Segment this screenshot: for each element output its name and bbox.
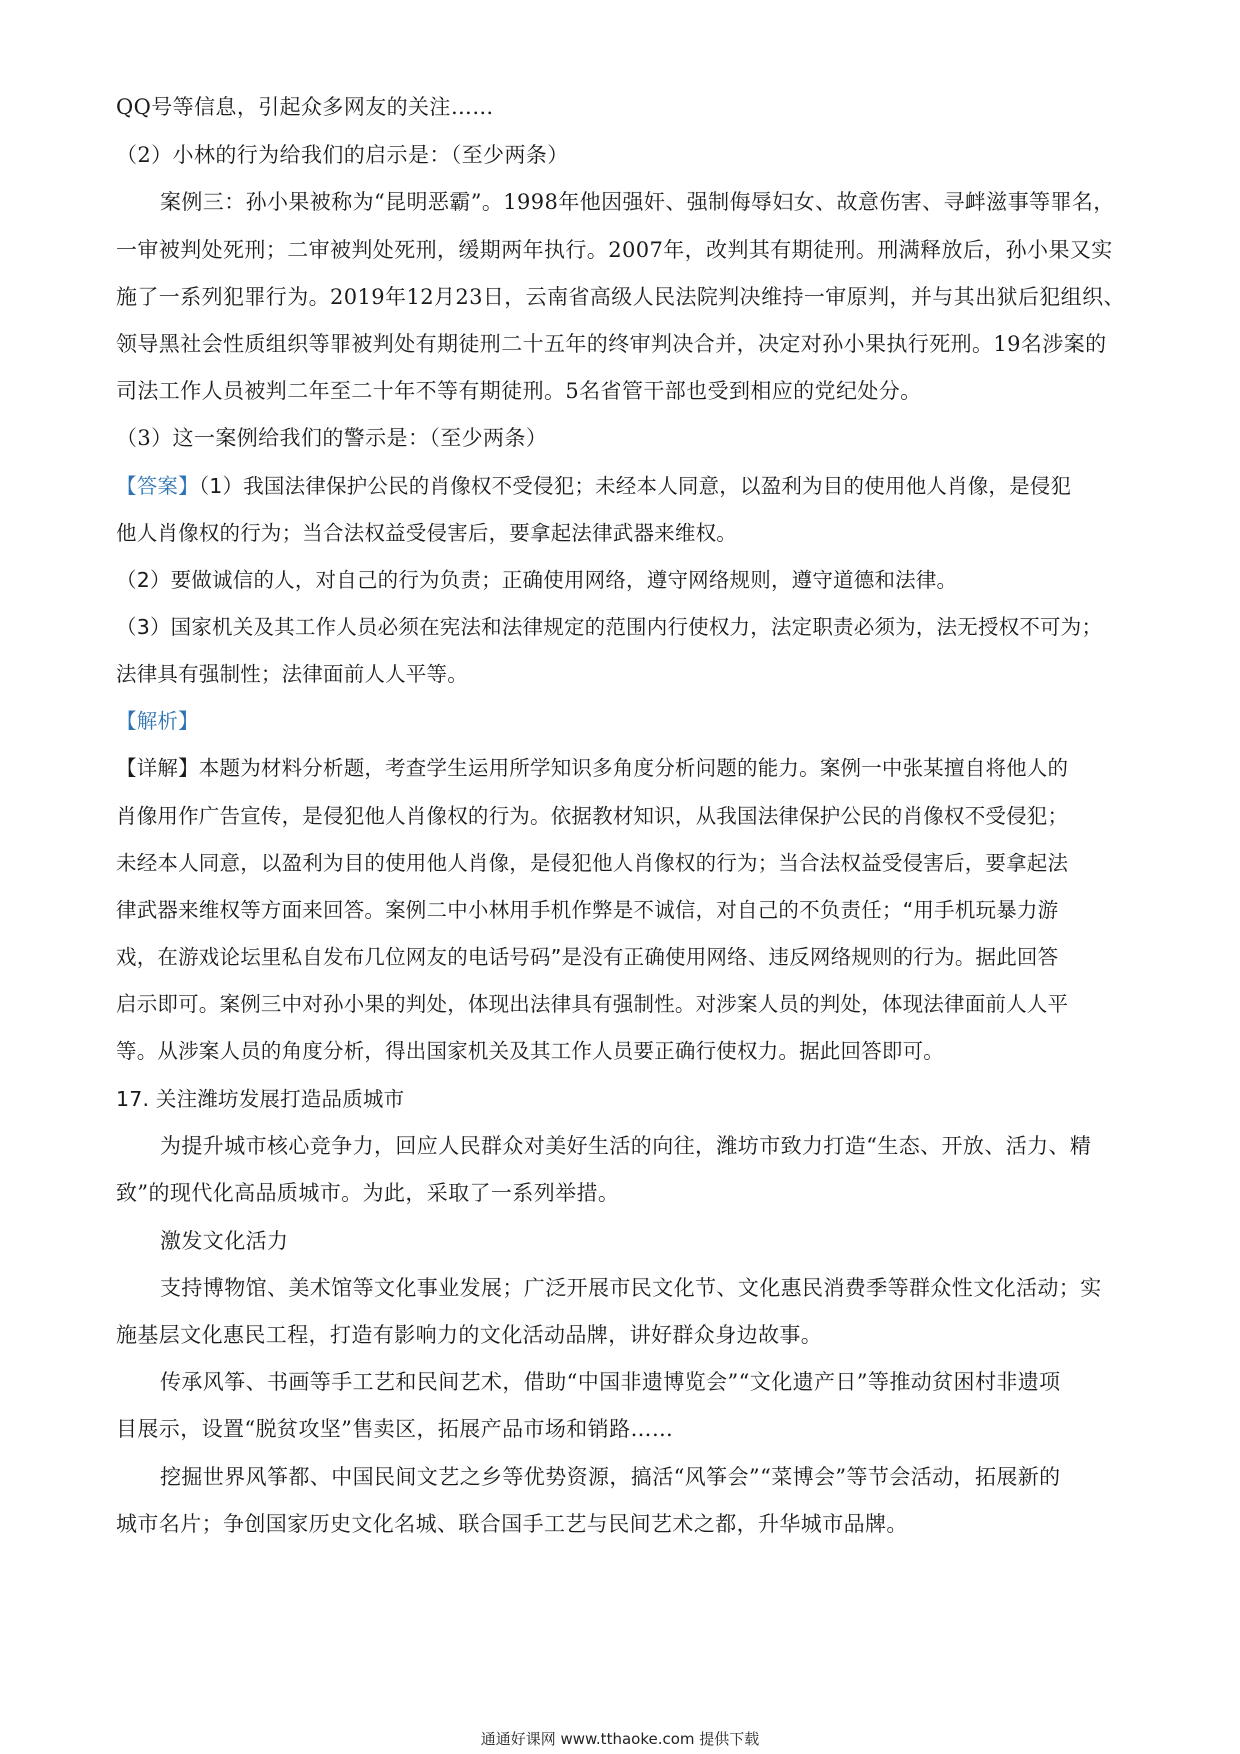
detail-line: 律武器来维权等方面来回答。案例二中小林用手机作弊是不诚信，对自己的不负责任；“用手机玩暴力游 <box>116 898 1059 922</box>
q17-line: 传承风筝、书画等手工艺和民间艺术，借助“中国非遗博览会”“文化遗产日”等推动贫困村非遗项 <box>160 1370 1061 1394</box>
detail-line: 【详解】本题为材料分析题，考查学生运用所学知识多角度分析问题的能力。案例一中张某擅自将他人的 <box>116 756 1069 780</box>
question-17-title: 17. 关注潍坊发展打造品质城市 <box>116 1087 405 1111</box>
q17-subheading: 激发文化活力 <box>160 1229 289 1253</box>
answer-line: （2）要做诚信的人，对自己的行为负责；正确使用网络，遵守网络规则，遵守道德和法律。 <box>116 568 958 592</box>
answer-line: 法律具有强制性；法律面前人人平等。 <box>116 662 468 686</box>
case3-line: 施了一系列犯罪行为。2019年12月23日，云南省高级人民法院判决维持一审原判，并与其出狱后犯组织、 <box>116 285 1125 309</box>
answer-text: （1）我国法律保护公民的肖像权不受侵犯；未经本人同意，以盈利为目的使用他人肖像，是侵犯 <box>198 474 1072 498</box>
detail-line: 戏，在游戏论坛里私自发布几位网友的电话号码”是没有正确使用网络、违反网络规则的行为。据此回答 <box>116 945 1059 969</box>
q17-line: 为提升城市核心竞争力，回应人民群众对美好生活的向往，潍坊市致力打造“生态、开放、活力、精 <box>160 1134 1092 1158</box>
detail-line: 未经本人同意，以盈利为目的使用他人肖像，是侵犯他人肖像权的行为；当合法权益受侵害后，要拿起法 <box>116 851 1069 875</box>
analysis-tag: 【解析】 <box>116 709 199 733</box>
q17-line: 致”的现代化高品质城市。为此，采取了一系列举措。 <box>116 1181 620 1205</box>
detail-line: 等。从涉案人员的角度分析，得出国家机关及其工作人员要正确行使权力。据此回答即可。 <box>116 1039 944 1063</box>
question-3-prompt: （3）这一案例给我们的警示是：（至少两条） <box>116 426 548 450</box>
q17-line: 挖掘世界风筝都、中国民间文艺之乡等优势资源，搞活“风筝会”“菜博会”等节会活动，拓展新的 <box>160 1465 1061 1489</box>
q17-line: 目展示，设置“脱贫攻坚”售卖区，拓展产品市场和销路…… <box>116 1417 674 1441</box>
q17-line: 支持博物馆、美术馆等文化事业发展；广泛开展市民文化节、文化惠民消费季等群众性文化活动；实 <box>160 1276 1102 1300</box>
q17-line: 施基层文化惠民工程，打造有影响力的文化活动品牌，讲好群众身边故事。 <box>116 1323 823 1347</box>
detail-line: 启示即可。案例三中对孙小果的判处，体现出法律具有强制性。对涉案人员的判处，体现法律面前人人平 <box>116 992 1069 1016</box>
answer-line: （3）国家机关及其工作人员必须在宪法和法律规定的范围内行使权力，法定职责必须为，法无授权不可为； <box>116 615 1103 639</box>
case3-line: 司法工作人员被判二年至二十年不等有期徒刑。5名省管干部也受到相应的党纪处分。 <box>116 379 922 403</box>
answer-line: 他人肖像权的行为；当合法权益受侵害后，要拿起法律武器来维权。 <box>116 521 737 545</box>
text-line: QQ号等信息，引起众多网友的关注…… <box>116 95 494 119</box>
case3-line: 案例三：孙小果被称为“昆明恶霸”。1998年他因强奸、强制侮辱妇女、故意伤害、寻衅滋事等罪名， <box>160 190 1115 214</box>
case3-line: 领导黑社会性质组织等罪被判处有期徒刑二十五年的终审判决合并，决定对孙小果执行死刑。19名涉案的 <box>116 332 1107 356</box>
q17-line: 城市名片；争创国家历史文化名城、联合国手工艺与民间艺术之都，升华城市品牌。 <box>116 1512 908 1536</box>
answer-tag: 【答案】 <box>116 474 199 498</box>
case3-line: 一审被判处死刑；二审被判处死刑，缓期两年执行。2007年，改判其有期徒刑。刑满释放后，孙小果又实 <box>116 238 1113 262</box>
answer-line <box>116 471 1128 501</box>
page-footer: 通通好课网 www.tthaoke.com 提供下载 <box>480 1730 760 1748</box>
question-2-prompt: （2）小林的行为给我们的启示是：（至少两条） <box>116 143 569 167</box>
detail-line: 肖像用作广告宣传，是侵犯他人肖像权的行为。依据教材知识，从我国法律保护公民的肖像权不受侵犯； <box>116 804 1069 828</box>
